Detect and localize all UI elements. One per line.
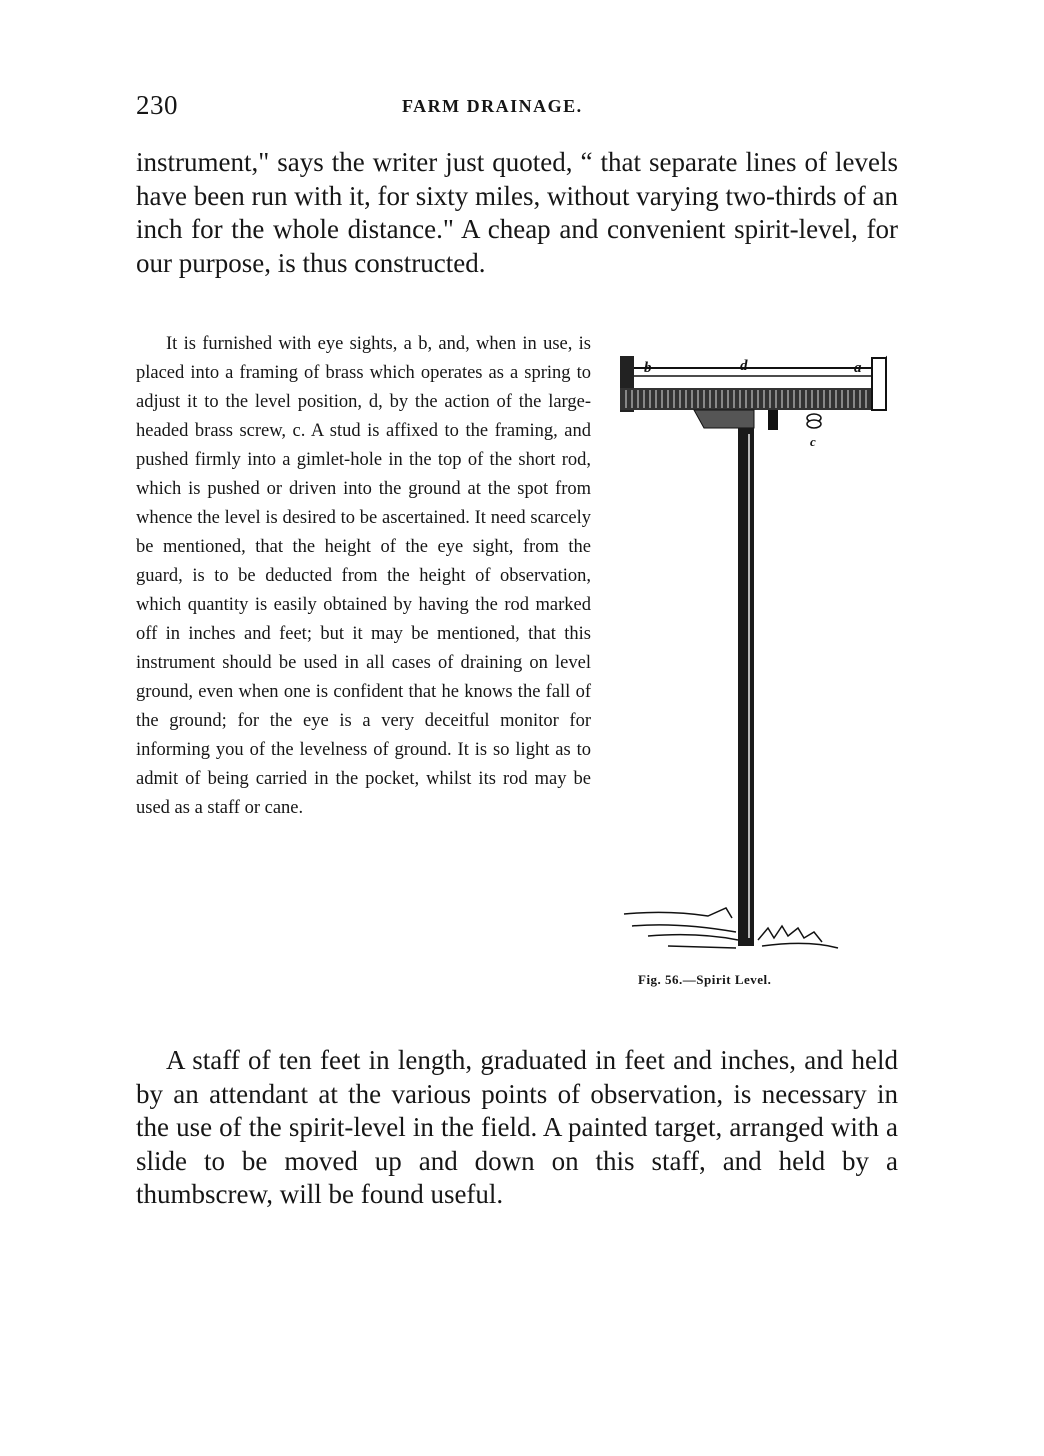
paragraph-intro: instrument," says the writer just quoted, “ that separate lines of levels have been run with it, for sixty miles, without varying two-thirds of an inch for the whole distance." A cheap and convenient spirit-level, for our purpose, is thus constructed.	[136, 147, 898, 278]
label-c: c	[810, 434, 816, 449]
spirit-level-illustration	[608, 348, 898, 968]
rod	[738, 428, 754, 946]
brass-strip	[620, 388, 876, 410]
spirit-level-figure	[608, 348, 898, 998]
page-header	[136, 90, 896, 126]
ground	[624, 908, 838, 948]
label-d: d	[740, 358, 748, 374]
label-b: b	[644, 360, 652, 376]
running-title: FARM DRAINAGE.	[402, 96, 583, 116]
figure-caption: Fig. 56.—Spirit Level.	[638, 972, 772, 987]
label-a: a	[854, 360, 862, 376]
paragraph-description: It is furnished with eye sights, a b, and, when in use, is placed into a framing of brass which operates as a spring to adjust it to the level position, d, by the action of the large-headed brass screw, c. A stud is affixed to the framing, and pushed firmly into a gimlet-hole in the top of the short rod, which is pushed or driven into the ground at the spot from whence the level is desired to be ascertained. It need scarcely be mentioned, that the height of the eye sight, from the guard, is to be deducted from the height of observation, which quantity is easily obtained by having the rod marked off in inches and feet; but it may be mentioned, that this instrument should be used in all cases of draining on level ground, even when one is confident that he knows the fall of the ground; for the eye is a very deceitful monitor for informing you of the levelness of ground. It is so light as to admit of being carried in the pocket, whilst its rod may be used as a staff or cane.	[136, 334, 591, 818]
eye-sight-a	[872, 358, 886, 410]
paragraph-staff: A staff of ten feet in length, graduated in feet and inches, and held by an attendant at the various points of observation, is necessary in the use of the spirit-level in the field. A painted target, arranged with a slide to be moved up and down on this staff, and held by a thumbscrew, will be found useful.	[136, 1045, 898, 1209]
page-number: 230	[136, 90, 178, 120]
